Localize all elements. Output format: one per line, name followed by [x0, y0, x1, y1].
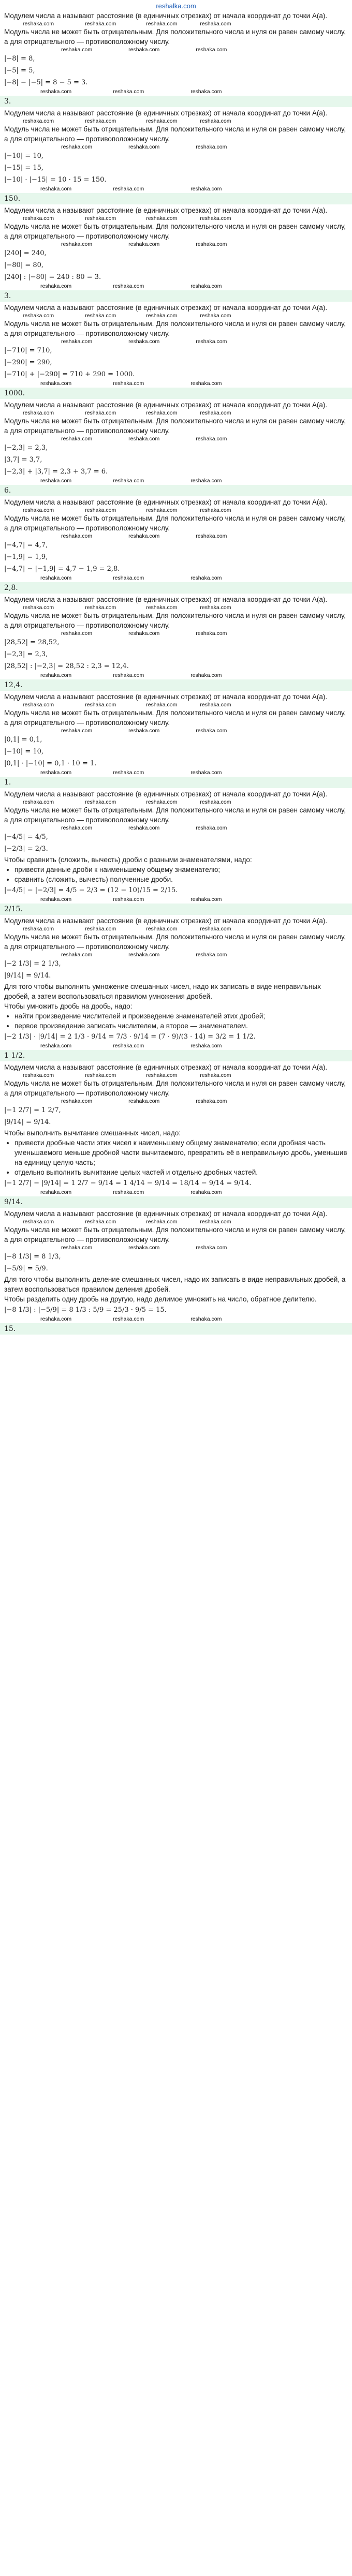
math-line: |−2,3| + |3,7| = 2,3 + 3,7 = 6. [4, 468, 108, 476]
watermark-text: reshaka.com [190, 1189, 222, 1195]
definition-text: Модуль числа не может быть отрицательным. Для положительного числа и нуля он равен самому числу, а для отрицательного — противоположному числу. [4, 514, 346, 532]
watermark-text: reshaka.com [85, 702, 116, 708]
watermark-text: reshaka.com [196, 1245, 227, 1251]
watermark-text: reshaka.com [85, 799, 116, 805]
math-line: |−8| = 8, [4, 55, 35, 63]
watermark-text: reshaka.com [190, 769, 222, 776]
rule-item: • сравнить (сложить, вычесть) полученные дроби. [14, 875, 348, 884]
watermark-text: reshaka.com [190, 283, 222, 289]
watermark-text: reshaka.com [190, 672, 222, 678]
watermark-row [4, 1316, 348, 1322]
watermark-text: reshaka.com [128, 630, 160, 636]
math-line: |−1 2/7| − |9/14| = 1 2/7 − 9/14 = 1 4/14 − 9/14 = 18/14 − 9/14 = 9/14. [4, 1179, 252, 1187]
watermark-row [4, 604, 348, 611]
definition-text: Модуль числа не может быть отрицательным. Для положительного числа и нуля он равен самому числу, а для отрицательного — противоположному числу. [4, 223, 346, 240]
watermark-row [4, 478, 348, 484]
watermark-text: reshaka.com [85, 1219, 116, 1225]
watermark-text: reshaka.com [146, 1072, 178, 1078]
watermark-text: reshaka.com [61, 1098, 93, 1104]
watermark-text: reshaka.com [61, 144, 93, 150]
math-line: |−290| = 290, [4, 359, 52, 366]
answer-line: 2,8. [0, 582, 352, 594]
watermark-text: reshaka.com [23, 1219, 54, 1225]
watermark-text: reshaka.com [113, 283, 144, 289]
watermark-text: reshaka.com [190, 478, 222, 484]
math-line: |−710| + |−290| = 710 + 290 = 1000. [4, 371, 135, 378]
math-line: |0,1| = 0,1, [4, 736, 42, 744]
watermark-text: reshaka.com [128, 436, 160, 442]
definition-text: Модулем числа a называют расстояние (в единичных отрезках) от начала координат до точки A(a). [4, 12, 328, 20]
task-block [4, 303, 348, 399]
math-line: |−2 1/3| = 2 1/3, [4, 960, 61, 968]
watermark-text: reshaka.com [196, 630, 227, 636]
answer-line: 1. [0, 777, 352, 788]
task-block [4, 595, 348, 691]
watermark-row [4, 47, 348, 53]
watermark-text: reshaka.com [128, 1245, 160, 1251]
definition-text: Модуль числа не может быть отрицательным. Для положительного числа и нуля он равен самому числу, а для отрицательного — противоположному числу. [4, 1079, 346, 1097]
watermark-text: reshaka.com [40, 1189, 72, 1195]
math-line: |−8| − |−5| = 8 − 5 = 3. [4, 79, 88, 86]
watermark-text: reshaka.com [113, 478, 144, 484]
watermark-text: reshaka.com [113, 1043, 144, 1049]
watermark-text: reshaka.com [190, 575, 222, 581]
watermark-row [4, 630, 348, 636]
watermark-text: reshaka.com [85, 410, 116, 416]
watermark-text: reshaka.com [190, 1043, 222, 1049]
watermark-text: reshaka.com [23, 507, 54, 513]
watermark-row [4, 283, 348, 289]
watermark-row [4, 1043, 348, 1049]
definition-text: Модулем числа a называют расстояние (в единичных отрезках) от начала координат до точки A(a). [4, 693, 328, 701]
math-line: |240| = 240, [4, 249, 47, 257]
watermark-text: reshaka.com [196, 533, 227, 539]
watermark-text: reshaka.com [40, 283, 72, 289]
definition-text: Модулем числа a называют расстояние (в единичных отрезках) от начала координат до точки A(a). [4, 917, 328, 925]
watermark-text: reshaka.com [85, 215, 116, 221]
watermark-text: reshaka.com [23, 604, 54, 611]
definition-text: Модулем числа a называют расстояние (в единичных отрезках) от начала координат до точки A(a). [4, 304, 328, 312]
math-line: |−8 1/3| = 8 1/3, [4, 1253, 61, 1261]
math-line: |−710| = 710, [4, 347, 52, 354]
watermark-text: reshaka.com [40, 186, 72, 192]
answer-line: 12,4. [0, 679, 352, 691]
watermark-text: reshaka.com [113, 672, 144, 678]
watermark-text: reshaka.com [200, 313, 231, 319]
watermark-row [4, 702, 348, 708]
watermark-text: reshaka.com [23, 118, 54, 124]
answer-line: 3. [0, 290, 352, 302]
watermark-text: reshaka.com [196, 825, 227, 831]
watermark-text: reshaka.com [61, 630, 93, 636]
watermark-text: reshaka.com [113, 1316, 144, 1322]
watermark-row [4, 575, 348, 581]
watermark-text: reshaka.com [128, 241, 160, 247]
watermark-row [4, 1098, 348, 1104]
definition-text: Модулем числа a называют расстояние (в единичных отрезках) от начала координат до точки A(a). [4, 596, 328, 603]
math-line: |−1 2/7| = 1 2/7, [4, 1106, 61, 1114]
definition-text: Модулем числа a называют расстояние (в единичных отрезках) от начала координат до точки A(a). [4, 206, 328, 214]
definition-text: Модулем числа a называют расстояние (в единичных отрезках) от начала координат до точки A(a). [4, 401, 328, 409]
watermark-text: reshaka.com [113, 88, 144, 95]
rule-list [4, 1011, 348, 1031]
math-line: |−15| = 15, [4, 164, 44, 172]
watermark-text: reshaka.com [23, 702, 54, 708]
math-line: |−4,7| = 4,7, [4, 541, 48, 549]
watermark-row [4, 21, 348, 27]
math-line: |−10| · |−15| = 10 · 15 = 150. [4, 176, 107, 184]
watermark-row [4, 1189, 348, 1195]
watermark-text: reshaka.com [196, 338, 227, 345]
task-block [4, 789, 348, 915]
watermark-text: reshaka.com [40, 478, 72, 484]
watermark-text: reshaka.com [40, 769, 72, 776]
watermark-text: reshaka.com [85, 118, 116, 124]
definition-text: Модуль числа не может быть отрицательным. Для положительного числа и нуля он равен самому числу, а для отрицательного — противоположному числу. [4, 320, 346, 337]
watermark-text: reshaka.com [40, 380, 72, 387]
watermark-text: reshaka.com [40, 1316, 72, 1322]
watermark-text: reshaka.com [113, 380, 144, 387]
rule-text: Чтобы умножить дробь на дробь, надо: [4, 1002, 133, 1010]
watermark-text: reshaka.com [128, 47, 160, 53]
definition-text: Модулем числа a называют расстояние (в единичных отрезках) от начала координат до точки A(a). [4, 1210, 328, 1218]
math-line: |28,52| : |−2,3| = 28,52 : 2,3 = 12,4. [4, 662, 129, 670]
watermark-text: reshaka.com [113, 186, 144, 192]
definition-text: Модуль числа не может быть отрицательным. Для положительного числа и нуля он равен самому числу, а для отрицательного — противоположному числу. [4, 709, 346, 727]
answer-line: 1000. [0, 388, 352, 399]
answer-line: 2/15. [0, 904, 352, 915]
watermark-text: reshaka.com [113, 1189, 144, 1195]
watermark-text: reshaka.com [128, 728, 160, 734]
math-line: |−4/5| = 4/5, [4, 833, 48, 841]
definition-text: Модулем числа a называют расстояние (в единичных отрезках) от начала координат до точки A(a). [4, 790, 328, 798]
watermark-text: reshaka.com [113, 769, 144, 776]
rule-list [4, 865, 348, 884]
watermark-text: reshaka.com [40, 88, 72, 95]
math-line: |−80| = 80, [4, 261, 44, 269]
watermark-row [4, 952, 348, 958]
watermark-text: reshaka.com [200, 507, 231, 513]
watermark-text: reshaka.com [196, 241, 227, 247]
watermark-text: reshaka.com [113, 896, 144, 902]
watermark-row [4, 215, 348, 221]
rule-list [4, 1138, 348, 1177]
watermark-text: reshaka.com [200, 1219, 231, 1225]
watermark-text: reshaka.com [190, 896, 222, 902]
watermark-text: reshaka.com [61, 241, 93, 247]
watermark-row [4, 926, 348, 932]
watermark-text: reshaka.com [200, 21, 231, 27]
site-header-link[interactable]: reshalka.com [156, 2, 196, 10]
watermark-text: reshaka.com [85, 313, 116, 319]
watermark-text: reshaka.com [190, 1316, 222, 1322]
watermark-text: reshaka.com [128, 1098, 160, 1104]
watermark-text: reshaka.com [190, 88, 222, 95]
watermark-text: reshaka.com [40, 672, 72, 678]
math-line: |0,1| · |−10| = 0,1 · 10 = 1. [4, 760, 97, 767]
watermark-text: reshaka.com [146, 1219, 178, 1225]
task-block [4, 11, 348, 107]
watermark-text: reshaka.com [146, 799, 178, 805]
answer-line: 6. [0, 485, 352, 496]
rule-item: • отдельно выполнить вычитание целых частей и отдельно дробных частей. [14, 1167, 348, 1177]
task-block [4, 692, 348, 788]
rule-item: • найти произведение числителей и произведение знаменателей этих дробей; [14, 1011, 348, 1021]
watermark-text: reshaka.com [40, 896, 72, 902]
watermark-text: reshaka.com [146, 507, 178, 513]
watermark-text: reshaka.com [146, 926, 178, 932]
watermark-row [4, 144, 348, 150]
watermark-text: reshaka.com [23, 926, 54, 932]
rule-text: Для того чтобы выполнить деление смешанных чисел, надо их записать в виде неправильных дробей, а затем воспользоваться правилом деления дробей. [4, 1276, 346, 1293]
watermark-text: reshaka.com [23, 21, 54, 27]
watermark-text: reshaka.com [61, 436, 93, 442]
math-line: |9/14| = 9/14. [4, 1118, 51, 1126]
rule-item: • привести данные дроби к наименьшему общему знаменателю; [14, 865, 348, 875]
answer-line: 15. [0, 1323, 352, 1335]
watermark-text: reshaka.com [61, 47, 93, 53]
math-line: |3,7| = 3,7, [4, 456, 42, 464]
watermark-text: reshaka.com [190, 380, 222, 387]
definition-text: Модуль числа не может быть отрицательным. Для положительного числа и нуля он равен самому числу, а для отрицательного — противоположному числу. [4, 933, 346, 951]
math-line: |28,52| = 28,52, [4, 639, 60, 646]
watermark-row [4, 380, 348, 387]
watermark-row [4, 825, 348, 831]
task-block [4, 400, 348, 496]
watermark-text: reshaka.com [61, 533, 93, 539]
math-line: |−2,3| = 2,3, [4, 444, 48, 452]
watermark-row [4, 507, 348, 513]
watermark-text: reshaka.com [40, 1043, 72, 1049]
watermark-text: reshaka.com [200, 215, 231, 221]
math-line: |−10| = 10, [4, 152, 44, 160]
watermark-text: reshaka.com [85, 507, 116, 513]
rule-item: • первое произведение записать числителем, а второе — знаменателем. [14, 1021, 348, 1031]
watermark-text: reshaka.com [113, 575, 144, 581]
watermark-row [4, 1245, 348, 1251]
watermark-row [4, 313, 348, 319]
answer-line: 1 1/2. [0, 1050, 352, 1061]
definition-text: Модуль числа не может быть отрицательным. Для положительного числа и нуля он равен самому числу, а для отрицательного — противоположному числу. [4, 125, 346, 143]
definition-text: Модулем числа a называют расстояние (в единичных отрезках) от начала координат до точки A(a). [4, 498, 328, 506]
watermark-text: reshaka.com [61, 952, 93, 958]
task-block [4, 497, 348, 594]
math-line: |−4/5| − |−2/3| = 4/5 − 2/3 = (12 − 10)/15 = 2/15. [4, 886, 178, 894]
watermark-text: reshaka.com [61, 728, 93, 734]
watermark-text: reshaka.com [85, 1072, 116, 1078]
math-line: |−5| = 5, [4, 67, 35, 75]
watermark-row [4, 799, 348, 805]
watermark-text: reshaka.com [128, 825, 160, 831]
watermark-row [4, 672, 348, 678]
watermark-row [4, 769, 348, 776]
answer-line: 9/14. [0, 1196, 352, 1208]
math-line: |9/14| = 9/14. [4, 972, 51, 980]
math-line: |−2/3| = 2/3. [4, 845, 48, 853]
watermark-row [4, 1219, 348, 1225]
watermark-row [4, 186, 348, 192]
task-block [4, 1209, 348, 1335]
definition-text: Модулем числа a называют расстояние (в единичных отрезках) от начала координат до точки A(a). [4, 1063, 328, 1071]
watermark-text: reshaka.com [146, 702, 178, 708]
math-line: |240| : |−80| = 240 : 80 = 3. [4, 273, 101, 281]
rule-item: • привести дробные части этих чисел к наименьшему общему знаменателю; если дробная часть уменьшаемого меньше дробной части вычитаемого, превратить её в неправильную дробь, уменьшив на единицу целую часть; [14, 1138, 348, 1167]
definition-text: Модуль числа не может быть отрицательным. Для положительного числа и нуля он равен самому числу, а для отрицательного — противоположному числу. [4, 1226, 346, 1243]
watermark-text: reshaka.com [196, 436, 227, 442]
rule-text: Чтобы сравнить (сложить, вычесть) дроби с разными знаменателями, надо: [4, 856, 252, 864]
watermark-text: reshaka.com [196, 952, 227, 958]
watermark-text: reshaka.com [128, 338, 160, 345]
watermark-row [4, 241, 348, 247]
watermark-text: reshaka.com [23, 215, 54, 221]
math-line: |−4,7| − |−1,9| = 4,7 − 1,9 = 2,8. [4, 565, 120, 573]
watermark-text: reshaka.com [196, 47, 227, 53]
watermark-text: reshaka.com [146, 604, 178, 611]
watermark-row [4, 88, 348, 95]
watermark-row [4, 410, 348, 416]
task-block [4, 205, 348, 302]
watermark-text: reshaka.com [146, 118, 178, 124]
rule-text: Для того чтобы выполнить умножение смешанных чисел, надо их записать в виде неправильных дробей, а затем воспользоваться правилом умножения дробей. [4, 983, 321, 1000]
definition-text: Модуль числа не может быть отрицательным. Для положительного числа и нуля он равен самому числу, а для отрицательного — противоположному числу. [4, 806, 346, 824]
task-block [4, 1062, 348, 1208]
watermark-text: reshaka.com [85, 926, 116, 932]
watermark-row [4, 533, 348, 539]
watermark-text: reshaka.com [200, 604, 231, 611]
watermark-text: reshaka.com [128, 533, 160, 539]
task-block [4, 108, 348, 204]
watermark-text: reshaka.com [200, 410, 231, 416]
definition-text: Модуль числа не может быть отрицательным. Для положительного числа и нуля он равен самому числу, а для отрицательного — противоположному числу. [4, 417, 346, 435]
watermark-text: reshaka.com [85, 21, 116, 27]
watermark-text: reshaka.com [128, 144, 160, 150]
task-block [4, 916, 348, 1061]
watermark-text: reshaka.com [200, 118, 231, 124]
watermark-text: reshaka.com [146, 313, 178, 319]
watermark-row [4, 436, 348, 442]
watermark-text: reshaka.com [61, 338, 93, 345]
watermark-text: reshaka.com [23, 799, 54, 805]
watermark-text: reshaka.com [196, 144, 227, 150]
watermark-text: reshaka.com [200, 799, 231, 805]
watermark-text: reshaka.com [190, 186, 222, 192]
rule-text: Чтобы разделить одну дробь на другую, надо делимое умножить на число, обратное делителю. [4, 1295, 317, 1303]
watermark-text: reshaka.com [200, 702, 231, 708]
math-line: |−2,3| = 2,3, [4, 650, 48, 658]
definition-text: Модулем числа a называют расстояние (в единичных отрезках) от начала координат до точки A(a). [4, 109, 328, 117]
watermark-text: reshaka.com [200, 926, 231, 932]
watermark-row [4, 338, 348, 345]
watermark-text: reshaka.com [61, 1245, 93, 1251]
watermark-row [4, 1072, 348, 1078]
watermark-text: reshaka.com [196, 1098, 227, 1104]
watermark-row [4, 118, 348, 124]
math-line: |−2 1/3| · |9/14| = 2 1/3 · 9/14 = 7/3 · 9/14 = (7 · 9)/(3 · 14) = 3/2 = 1 1/2. [4, 1033, 256, 1041]
watermark-row [4, 728, 348, 734]
watermark-text: reshaka.com [146, 215, 178, 221]
math-line: |−10| = 10, [4, 748, 44, 756]
watermark-text: reshaka.com [200, 1072, 231, 1078]
watermark-text: reshaka.com [23, 1072, 54, 1078]
watermark-text: reshaka.com [23, 313, 54, 319]
rule-text: Чтобы выполнить вычитание смешанных чисел, надо: [4, 1129, 181, 1137]
watermark-text: reshaka.com [146, 410, 178, 416]
watermark-row [4, 896, 348, 902]
watermark-text: reshaka.com [146, 21, 178, 27]
definition-text: Модуль числа не может быть отрицательным. Для положительного числа и нуля он равен самому числу, а для отрицательного — противоположному числу. [4, 28, 346, 46]
solution-content [0, 11, 352, 1335]
math-line: |−8 1/3| : |−5/9| = 8 1/3 : 5/9 = 25/3 · 9/5 = 15. [4, 1306, 167, 1314]
watermark-text: reshaka.com [40, 575, 72, 581]
watermark-text: reshaka.com [128, 952, 160, 958]
math-line: |−5/9| = 5/9. [4, 1265, 48, 1272]
watermark-text: reshaka.com [196, 728, 227, 734]
math-line: |−1,9| = 1,9, [4, 553, 48, 561]
definition-text: Модуль числа не может быть отрицательным. Для положительного числа и нуля он равен самому числу, а для отрицательного — противоположному числу. [4, 612, 346, 629]
answer-line: 3. [0, 96, 352, 107]
watermark-text: reshaka.com [85, 604, 116, 611]
answer-line: 150. [0, 193, 352, 204]
watermark-text: reshaka.com [61, 825, 93, 831]
watermark-text: reshaka.com [23, 410, 54, 416]
